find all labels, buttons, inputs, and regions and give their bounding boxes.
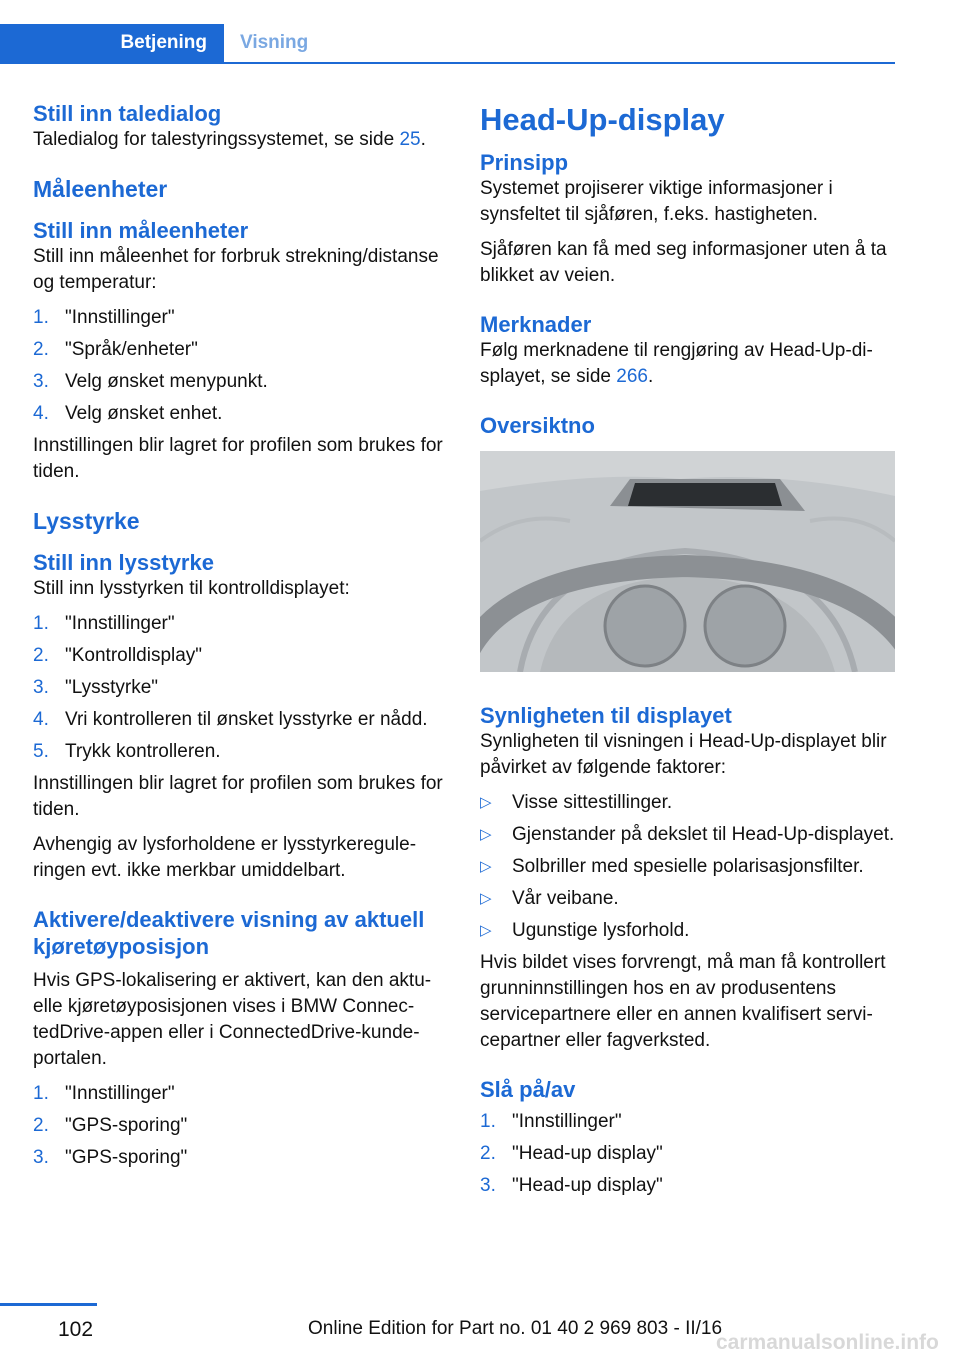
paragraph: Avhengig av lysforholdene er lysstyrkereguleringen evt. ikke merkbar umiddelbart. bbox=[33, 834, 417, 881]
list-item bbox=[33, 305, 448, 331]
paragraph bbox=[480, 338, 896, 390]
step-number: 1. bbox=[480, 1111, 496, 1132]
steps-list bbox=[33, 305, 448, 427]
list-item bbox=[480, 1109, 896, 1135]
page-title: Head-Up-display bbox=[480, 102, 725, 137]
heading-visibility: Synligheten til displayet bbox=[480, 703, 732, 728]
right-column bbox=[480, 101, 896, 1205]
step-text: "Head-up display" bbox=[512, 1143, 663, 1164]
left-column bbox=[33, 100, 448, 1177]
paragraph: Synligheten til visningen i Head-Up-displayet blir påvirket av følgende faktorer: bbox=[480, 731, 887, 778]
list-item bbox=[480, 790, 896, 816]
edition-text: Online Edition for Part no. 01 40 2 969 803 - II/16 bbox=[308, 1318, 723, 1339]
step-number: 3. bbox=[33, 677, 49, 698]
paragraph: Sjåføren kan få med seg informasjoner uten å ta blikket av veien. bbox=[480, 239, 887, 286]
heading-gps: Aktivere/deaktivere visning av aktuell kjøretøyposisjon bbox=[33, 907, 425, 959]
step-text: "Innstillinger" bbox=[65, 307, 175, 328]
step-number: 5. bbox=[33, 741, 49, 762]
step-number: 3. bbox=[480, 1175, 496, 1196]
step-text: "GPS-sporing" bbox=[65, 1147, 188, 1168]
heading-units: Måleenheter bbox=[33, 176, 168, 202]
step-text: "GPS-sporing" bbox=[65, 1115, 188, 1136]
heading-notes: Merknader bbox=[480, 312, 592, 337]
paragraph: Innstillingen blir lagret for profilen som brukes for tiden. bbox=[33, 773, 443, 820]
page-link[interactable]: 266 bbox=[616, 366, 648, 387]
item-text: Vår veibane. bbox=[512, 888, 619, 909]
header-tabbar bbox=[0, 24, 895, 64]
step-number: 2. bbox=[480, 1143, 496, 1164]
step-number: 2. bbox=[33, 1115, 49, 1136]
step-number: 1. bbox=[33, 613, 49, 634]
triangle-bullet-icon: ▷ bbox=[480, 858, 492, 875]
factors-list bbox=[480, 790, 896, 944]
triangle-bullet-icon: ▷ bbox=[480, 826, 492, 843]
step-text: "Språk/enheter" bbox=[65, 339, 198, 360]
step-text: "Head-up display" bbox=[512, 1175, 663, 1196]
item-text: Gjenstander på dekslet til Head-Up-displayet. bbox=[512, 824, 895, 845]
paragraph: Innstillingen blir lagret for profilen som brukes for tiden. bbox=[33, 435, 443, 482]
step-number: 1. bbox=[33, 1083, 49, 1104]
step-number: 2. bbox=[33, 645, 49, 666]
list-item bbox=[33, 369, 448, 395]
subheading-brightness: Still inn lysstyrke bbox=[33, 550, 214, 575]
step-number: 1. bbox=[33, 307, 49, 328]
step-text: "Kontrolldisplay" bbox=[65, 645, 203, 666]
steps-list bbox=[480, 1109, 896, 1199]
heading-brightness: Lysstyrke bbox=[33, 508, 140, 534]
text: . bbox=[647, 366, 654, 387]
list-item bbox=[480, 1141, 896, 1167]
head-up-display-illustration bbox=[480, 451, 895, 672]
paragraph: Hvis GPS-lokalisering er aktivert, kan den aktuelle kjøretøyposisjonen vises i BMW ConnectedDrive-appen eller i ConnectedDrive-kundeportalen. bbox=[33, 970, 432, 1069]
list-item bbox=[33, 401, 448, 427]
list-item bbox=[480, 918, 896, 944]
heading-overview: Oversiktno bbox=[480, 413, 595, 438]
list-item bbox=[33, 739, 448, 765]
list-item bbox=[33, 643, 448, 669]
heading-on-off: Slå på/av bbox=[480, 1077, 576, 1102]
tab-betjening[interactable]: Betjening bbox=[0, 24, 224, 62]
text: Taledialog for talestyringssystemet, se side bbox=[33, 129, 400, 150]
list-item bbox=[480, 1173, 896, 1199]
list-item bbox=[33, 1113, 448, 1139]
step-text: Velg ønsket menypunkt. bbox=[65, 371, 268, 392]
step-number: 3. bbox=[33, 371, 49, 392]
item-text: Solbriller med spesielle polarisasjonsfilter. bbox=[512, 856, 864, 877]
footer-accent-line bbox=[0, 1303, 97, 1306]
steps-list bbox=[33, 611, 448, 765]
step-number: 4. bbox=[33, 403, 49, 424]
list-item bbox=[33, 675, 448, 701]
triangle-bullet-icon: ▷ bbox=[480, 794, 492, 811]
step-text: "Innstillinger" bbox=[65, 1083, 175, 1104]
step-text: "Lysstyrke" bbox=[65, 677, 159, 698]
list-item bbox=[33, 707, 448, 733]
paragraph bbox=[33, 127, 448, 153]
step-text: "Innstillinger" bbox=[512, 1111, 622, 1132]
item-text: Visse sittestillinger. bbox=[512, 792, 673, 813]
step-number: 3. bbox=[33, 1147, 49, 1168]
list-item bbox=[480, 854, 896, 880]
subheading-units: Still inn måleenheter bbox=[33, 218, 249, 243]
section-title-voice-dialog: Still inn taledialog bbox=[33, 101, 222, 126]
text: . bbox=[420, 129, 426, 150]
heading-principle: Prinsipp bbox=[480, 150, 569, 175]
triangle-bullet-icon: ▷ bbox=[480, 922, 492, 939]
list-item bbox=[480, 886, 896, 912]
list-item bbox=[33, 611, 448, 637]
watermark: carmanualsonline.info bbox=[716, 1331, 939, 1354]
paragraph: Still inn lysstyrken til kontrolldisplayet: bbox=[33, 578, 350, 599]
step-text: "Innstillinger" bbox=[65, 613, 175, 634]
list-item bbox=[33, 1081, 448, 1107]
paragraph: Hvis bildet vises forvrengt, må man få kontrollert grunninnstillingen hos en av produsentens servicepartnere eller en annen kvalifisert servicepartner eller fagverksted. bbox=[480, 952, 886, 1051]
page-number: 102 bbox=[58, 1318, 94, 1341]
page-link[interactable]: 25 bbox=[399, 129, 421, 150]
list-item bbox=[480, 822, 896, 848]
steps-list bbox=[33, 1081, 448, 1171]
step-number: 2. bbox=[33, 339, 49, 360]
tab-visning[interactable]: Visning bbox=[240, 32, 309, 53]
paragraph: Still inn måleenhet for forbruk strekning/distanse og temperatur: bbox=[33, 246, 439, 293]
paragraph: Systemet projiserer viktige informasjoner i synsfeltet til sjåføren, f.eks. hastigheten. bbox=[480, 178, 833, 225]
list-item bbox=[33, 337, 448, 363]
step-text: Vri kontrolleren til ønsket lysstyrke er nådd. bbox=[65, 709, 428, 730]
text: Følg merknadene til rengjøring av Head-Up-displayet, se side bbox=[480, 340, 873, 387]
triangle-bullet-icon: ▷ bbox=[480, 890, 492, 907]
item-text: Ugunstige lysforhold. bbox=[512, 920, 690, 941]
step-text: Velg ønsket enhet. bbox=[65, 403, 223, 424]
step-text: Trykk kontrolleren. bbox=[65, 741, 221, 762]
list-item bbox=[33, 1145, 448, 1171]
step-number: 4. bbox=[33, 709, 49, 730]
